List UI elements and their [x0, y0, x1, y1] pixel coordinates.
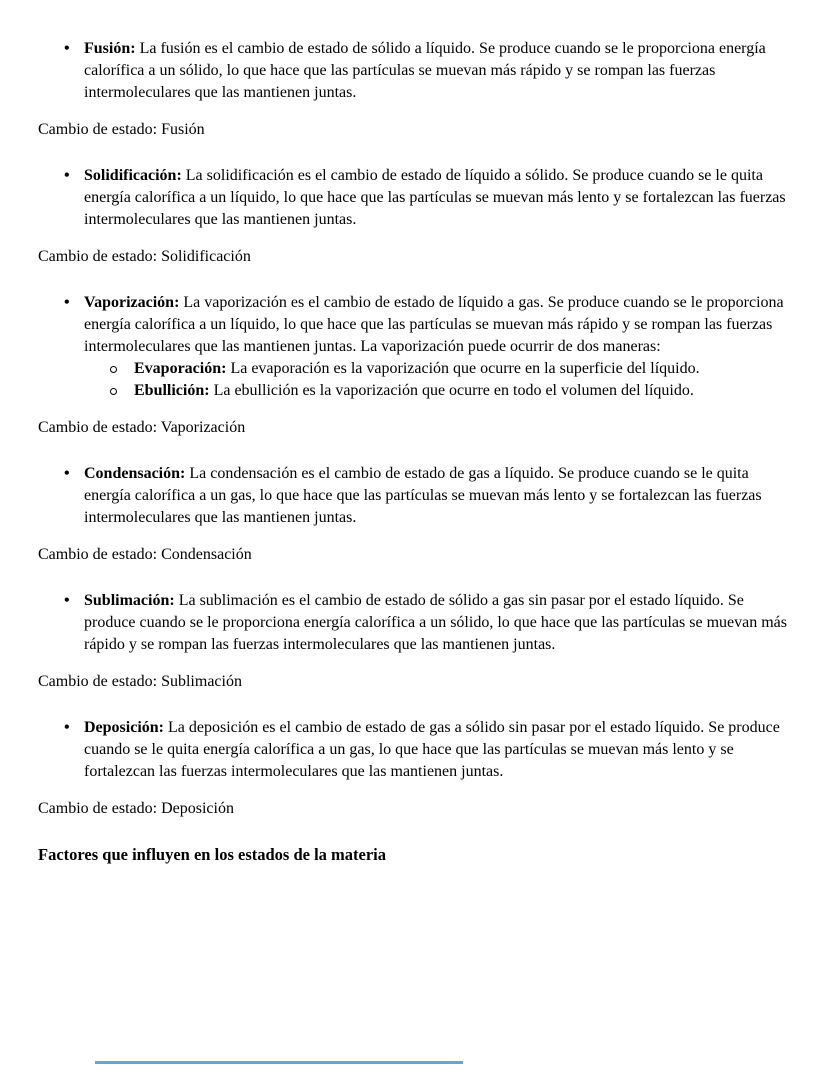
definition-list-deposicion	[38, 717, 792, 783]
bottom-rule-divider	[95, 1061, 463, 1064]
bullet-icon: •	[64, 40, 70, 57]
term-solidificacion: Solidificación:	[84, 167, 182, 184]
state-label-fusion: Cambio de estado: Fusión	[38, 121, 205, 138]
bullet-icon: •	[64, 592, 70, 609]
description-vaporizacion: La vaporización es el cambio de estado de líquido a gas. Se produce cuando se le proporciona energía calorífica a un líquido, lo que hace que las partículas se muevan más rápido y se rompan las fuerzas intermoleculares que las mantienen juntas. La vaporización puede ocurrir de dos maneras:	[84, 294, 784, 355]
description-fusion: La fusión es el cambio de estado de sólido a líquido. Se produce cuando se le proporciona energía calorífica a un sólido, lo que hace que las partículas se muevan más rápido y se rompan las fuerzas intermoleculares que las mantienen juntas.	[84, 40, 766, 101]
list-item-sublimacion	[64, 590, 792, 656]
list-item-condensacion	[64, 463, 792, 529]
description-evaporacion: La evaporación es la vaporización que ocurre en la superficie del líquido.	[226, 360, 700, 377]
list-item-vaporizacion	[64, 292, 792, 402]
section-heading-factores: Factores que influyen en los estados de la materia	[38, 845, 387, 864]
list-item-deposicion	[64, 717, 792, 783]
term-deposicion: Deposición:	[84, 719, 164, 736]
definition-list-vaporizacion	[38, 292, 792, 402]
state-label-sublimacion: Cambio de estado: Sublimación	[38, 673, 242, 690]
bullet-icon: •	[64, 294, 70, 311]
bullet-icon: •	[64, 465, 70, 482]
definition-list-condensacion	[38, 463, 792, 529]
term-ebullicion: Ebullición:	[134, 382, 210, 399]
list-item-solidificacion	[64, 165, 792, 231]
term-vaporizacion: Vaporización:	[84, 294, 180, 311]
description-sublimacion: La sublimación es el cambio de estado de sólido a gas sin pasar por el estado líquido. Se produce cuando se le proporciona energía calorífica a un sólido, lo que hace que las partículas se muevan más rápido y se rompan las fuerzas intermoleculares que las mantienen juntas.	[84, 592, 787, 653]
list-item-ebullicion	[134, 380, 792, 402]
list-item-fusion	[64, 38, 792, 104]
term-sublimacion: Sublimación:	[84, 592, 175, 609]
bullet-icon: •	[64, 719, 70, 736]
circle-bullet-icon	[110, 366, 117, 373]
term-fusion: Fusión:	[84, 40, 136, 57]
term-evaporacion: Evaporación:	[134, 360, 227, 377]
state-label-solidificacion: Cambio de estado: Solidificación	[38, 248, 251, 265]
definition-list-solidificacion	[38, 165, 792, 231]
description-ebullicion: La ebullición es la vaporización que ocurre en todo el volumen del líquido.	[209, 382, 694, 399]
definition-list-fusion	[38, 38, 792, 104]
state-label-deposicion: Cambio de estado: Deposición	[38, 800, 234, 817]
description-deposicion: La deposición es el cambio de estado de gas a sólido sin pasar por el estado líquido. Se produce cuando se le quita energía calorífica a un gas, lo que hace que las partículas se muevan más lento y se fortalezcan las fuerzas intermoleculares que las mantienen juntas.	[84, 719, 780, 780]
definition-list-sublimacion	[38, 590, 792, 656]
bullet-icon: •	[64, 167, 70, 184]
state-label-vaporizacion: Cambio de estado: Vaporización	[38, 419, 246, 436]
state-label-condensacion: Cambio de estado: Condensación	[38, 546, 252, 563]
circle-bullet-icon	[110, 388, 117, 395]
description-solidificacion: La solidificación es el cambio de estado de líquido a sólido. Se produce cuando se le quita energía calorífica a un líquido, lo que hace que las partículas se muevan más lento y se fortalezcan las fuerzas intermoleculares que las mantienen juntas.	[84, 167, 786, 228]
term-condensacion: Condensación:	[84, 465, 186, 482]
sub-definition-list	[84, 358, 792, 402]
list-item-evaporacion	[134, 358, 792, 380]
description-condensacion: La condensación es el cambio de estado de gas a líquido. Se produce cuando se le quita energía calorífica a un gas, lo que hace que las partículas se muevan más lento y se fortalezcan las fuerzas intermoleculares que las mantienen juntas.	[84, 465, 762, 526]
